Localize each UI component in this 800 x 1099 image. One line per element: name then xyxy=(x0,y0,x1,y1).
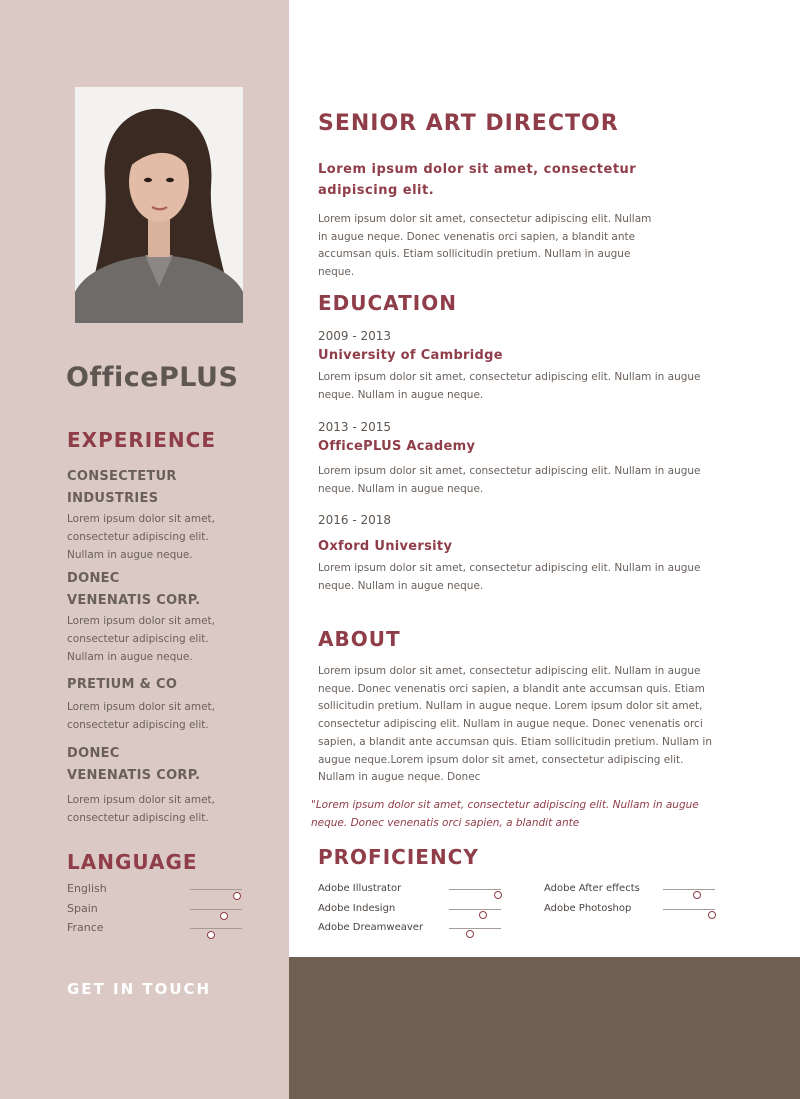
intro-line: neque. xyxy=(318,266,355,279)
proficiency-row xyxy=(318,922,508,938)
experience-desc: consectetur adipiscing elit. xyxy=(67,719,209,731)
experience-desc: Nullam in augue neque. xyxy=(67,651,193,663)
intro-line: accumsan quis. Etiam sollicitudin pretium. Nullam in augue xyxy=(318,248,631,261)
about-paragraph xyxy=(318,663,712,787)
proficiency-level-knob xyxy=(466,930,474,938)
about-line: sapien, a blandit ante accumsan quis. Etiam sollicitudin pretium. Nullam in xyxy=(318,735,712,748)
about-line: sollicitudin pretium. Nullam in augue neque. Lorem ipsum dolor sit amet, xyxy=(318,700,703,713)
proficiency-label: Adobe Dreamweaver xyxy=(318,922,424,933)
about-line: neque. Donec venenatis orci sapien, a blandit ante accumsan quis. Etiam xyxy=(318,682,705,695)
proficiency-level-knob xyxy=(708,911,716,919)
experience-company: PRETIUM & CO xyxy=(67,677,178,692)
intro-line: Lorem ipsum dolor sit amet, consectetur adipiscing elit. Nullam xyxy=(318,213,652,225)
education-desc-line: Lorem ipsum dolor sit amet, consectetur adipiscing elit. Nullam in augue xyxy=(318,371,701,383)
quote-line: "Lorem ipsum dolor sit amet, consectetur adipiscing elit. Nullam in augue xyxy=(311,799,699,811)
language-label: English xyxy=(67,882,107,895)
intro-line: in augue neque. Donec venenatis orci sapien, a blandit ante xyxy=(318,230,636,243)
proficiency-row xyxy=(318,903,508,919)
language-label: Spain xyxy=(67,902,98,915)
job-title: SENIOR ART DIRECTOR xyxy=(318,111,619,136)
proficiency-level-track xyxy=(449,928,501,929)
education-desc-line: neque. Nullam in augue neque. xyxy=(318,482,484,495)
experience-company: INDUSTRIES xyxy=(67,491,159,506)
quote-line: neque. Donec venenatis orci sapien, a blandit ante xyxy=(311,817,580,829)
experience-item xyxy=(67,743,277,827)
experience-desc: consectetur adipiscing elit. xyxy=(67,633,209,645)
proficiency-title: PROFICIENCY xyxy=(318,845,479,869)
subtitle-line: Lorem ipsum dolor sit amet, consectetur xyxy=(318,162,637,177)
proficiency-row xyxy=(544,903,724,919)
proficiency-row xyxy=(544,883,724,899)
experience-company: DONEC xyxy=(67,571,120,586)
profile-photo xyxy=(75,87,243,323)
experience-desc: Nullam in augue neque. xyxy=(67,549,193,561)
experience-desc: consectetur adipiscing elit. xyxy=(67,531,209,543)
about-title: ABOUT xyxy=(318,627,401,651)
language-row xyxy=(67,921,247,937)
education-desc-line: Lorem ipsum dolor sit amet, consectetur adipiscing elit. Nullam in augue xyxy=(318,562,701,574)
about-line: consectetur adipiscing elit. Nullam in augue neque. Donec venenatis orci xyxy=(318,718,703,731)
education-desc xyxy=(318,463,701,498)
about-line: Lorem ipsum dolor sit amet, consectetur adipiscing elit. Nullam in augue xyxy=(318,665,701,677)
footer-band xyxy=(289,957,800,1099)
about-line: Nullam in augue neque. Donec xyxy=(318,771,481,784)
intro-paragraph xyxy=(318,211,651,282)
language-row xyxy=(67,902,247,918)
language-title: LANGUAGE xyxy=(67,850,198,874)
proficiency-level-knob xyxy=(479,911,487,919)
proficiency-row xyxy=(318,883,508,899)
proficiency-level-track xyxy=(663,909,715,910)
experience-company: VENENATIS CORP. xyxy=(67,768,201,783)
education-title: EDUCATION xyxy=(318,291,457,315)
education-years: 2009 - 2013 xyxy=(318,329,392,343)
education-school: OfficePLUS Academy xyxy=(318,439,476,454)
education-years: 2013 - 2015 xyxy=(318,420,392,434)
subtitle-line: adipiscing elit. xyxy=(318,183,435,198)
experience-item xyxy=(67,568,277,666)
proficiency-level-knob xyxy=(494,891,502,899)
language-level-knob xyxy=(220,912,228,920)
proficiency-level-track xyxy=(449,889,501,890)
education-years: 2016 - 2018 xyxy=(318,513,392,527)
experience-item xyxy=(67,466,277,564)
proficiency-label: Adobe Photoshop xyxy=(544,903,632,914)
education-school: Oxford University xyxy=(318,539,453,554)
about-quote xyxy=(311,796,771,832)
language-label: France xyxy=(67,921,104,934)
experience-title: EXPERIENCE xyxy=(67,428,216,452)
experience-desc: Lorem ipsum dolor sit amet, xyxy=(67,513,215,525)
experience-company: CONSECTETUR xyxy=(67,469,177,484)
experience-desc: Lorem ipsum dolor sit amet, xyxy=(67,794,215,806)
education-desc-line: neque. Nullam in augue neque. xyxy=(318,388,484,401)
experience-company: DONEC xyxy=(67,746,120,761)
language-row xyxy=(67,882,247,898)
education-school: University of Cambridge xyxy=(318,348,503,363)
proficiency-level-knob xyxy=(693,891,701,899)
proficiency-level-track xyxy=(663,889,715,890)
language-level-track xyxy=(190,889,242,890)
brand-name: OfficePLUS xyxy=(66,362,239,393)
language-level-knob xyxy=(233,892,241,900)
experience-desc: Lorem ipsum dolor sit amet, xyxy=(67,615,215,627)
experience-desc: consectetur adipiscing elit. xyxy=(67,812,209,824)
about-line: augue neque.Lorem ipsum dolor sit amet, consectetur adipiscing elit. xyxy=(318,753,684,766)
proficiency-label: Adobe Illustrator xyxy=(318,883,402,894)
education-desc-line: Lorem ipsum dolor sit amet, consectetur adipiscing elit. Nullam in augue xyxy=(318,465,701,477)
experience-desc: Lorem ipsum dolor sit amet, xyxy=(67,701,215,713)
language-level-track xyxy=(190,909,242,910)
education-desc xyxy=(318,369,701,404)
language-level-knob xyxy=(207,931,215,939)
experience-company: VENENATIS CORP. xyxy=(67,593,201,608)
education-desc xyxy=(318,560,701,595)
get-in-touch-title: GET IN TOUCH xyxy=(67,980,212,998)
language-level-track xyxy=(190,928,242,929)
education-desc-line: neque. Nullam in augue neque. xyxy=(318,579,484,592)
proficiency-level-track xyxy=(449,909,501,910)
experience-item xyxy=(67,674,277,734)
proficiency-label: Adobe Indesign xyxy=(318,903,396,914)
subtitle xyxy=(318,159,738,201)
proficiency-label: Adobe After effects xyxy=(544,883,640,894)
